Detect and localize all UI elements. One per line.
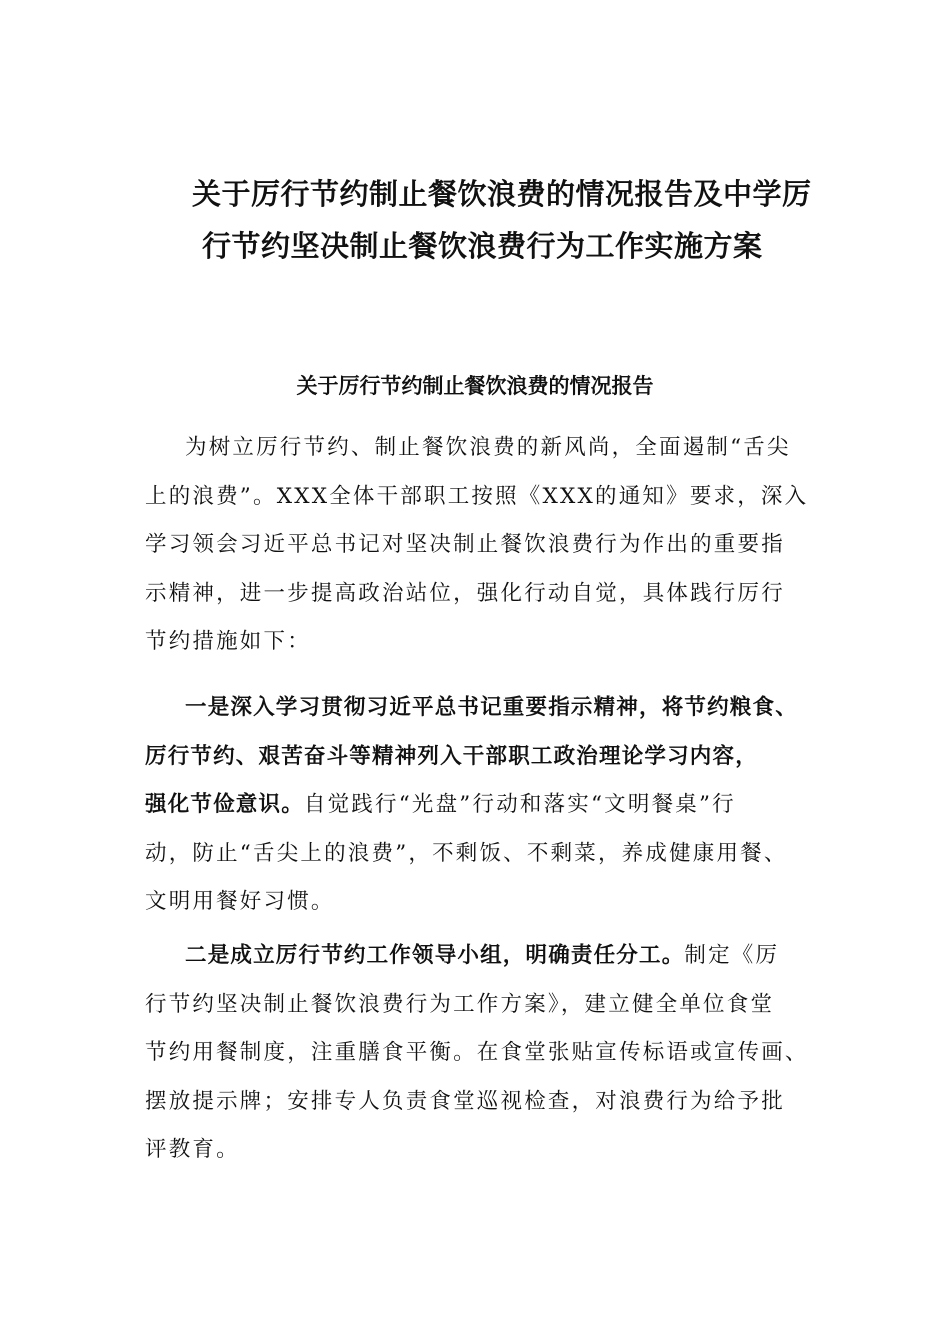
paragraph-line: 摆放提示牌；安排专人负责食堂巡视检查，对浪费行为给予批 bbox=[145, 1088, 785, 1114]
paragraph-point-one bbox=[145, 684, 835, 927]
section-subtitle: 关于厉行节约制止餐饮浪费的情况报告 bbox=[296, 374, 654, 398]
paragraph-line: 节约用餐制度，注重膳食平衡。在食堂张贴宣传标语或宣传画、 bbox=[145, 1040, 809, 1065]
paragraph-line bbox=[145, 781, 835, 830]
point-one-heading-end: 强化节俭意识。 bbox=[145, 792, 304, 817]
paragraph-line: 行节约坚决制止餐饮浪费行为工作方案》，建立健全单位食堂 bbox=[145, 991, 775, 1017]
paragraph-line: 为树立厉行节约、制止餐饮浪费的新风尚，全面遏制“舌尖 bbox=[185, 435, 791, 460]
title-line-2: 行节约坚决制止餐饮浪费行为工作实施方案 bbox=[202, 229, 763, 263]
title-line-1: 关于厉行节约制止餐饮浪费的情况报告及中学厉 bbox=[192, 177, 812, 211]
paragraph-intro bbox=[145, 424, 835, 667]
paragraph-line: 节约措施如下： bbox=[145, 629, 311, 654]
paragraph-line: 评教育。 bbox=[145, 1137, 240, 1162]
paragraph-line: 文明用餐好习惯。 bbox=[145, 889, 335, 914]
paragraph-line: 动，防止“舌尖上的浪费”，不剩饭、不剩菜，养成健康用餐、 bbox=[145, 840, 788, 866]
paragraph-point-two bbox=[145, 932, 835, 1175]
paragraph-line: 上的浪费”。XXX全体干部职工按照《XXX的通知》要求，深入 bbox=[145, 483, 809, 509]
paragraph-line: 学习领会习近平总书记对坚决制止餐饮浪费行为作出的重要指 bbox=[145, 532, 785, 557]
paragraph-line bbox=[145, 932, 835, 981]
point-one-text: 自觉践行“光盘”行动和落实“文明餐桌”行 bbox=[303, 792, 736, 817]
point-one-heading-line: 厉行节约、艰苦奋斗等精神列入干部职工政治理论学习内容， bbox=[145, 743, 758, 769]
point-one-heading-line: 一是深入学习贯彻习近平总书记重要指示精神，将节约粮食、 bbox=[185, 695, 798, 720]
document-title bbox=[140, 168, 820, 272]
point-two-heading: 二是成立厉行节约工作领导小组，明确责任分工。 bbox=[185, 943, 685, 968]
paragraph-line: 示精神，进一步提高政治站位，强化行动自觉，具体践行厉行 bbox=[145, 580, 785, 606]
point-two-text: 制定《厉 bbox=[684, 943, 780, 968]
